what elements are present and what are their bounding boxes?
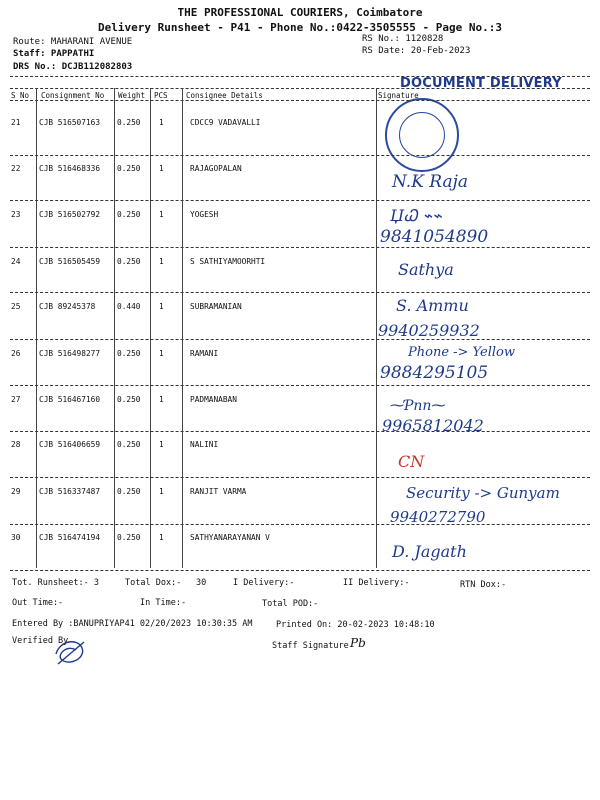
col-pcs: PCS (154, 91, 168, 100)
ii-delivery: II Delivery:- (343, 578, 410, 588)
col-signature: Signature (378, 91, 419, 100)
signature-22: N.K Raja (392, 172, 469, 192)
note-29: Security -> Gunyam (406, 484, 560, 502)
in-time: In Time:- (140, 598, 187, 608)
entered-by: Entered By :BANUPRIYAP41 02/20/2023 10:30:35 AM (12, 619, 253, 629)
rs-date: RS Date: 20-Feb-2023 (362, 46, 471, 56)
drs-number: DRS No.: DCJB112082803 (13, 62, 133, 72)
verified-by: Verified By (12, 636, 69, 646)
phone-27: 9965812042 (382, 416, 484, 435)
route-label: Route: MAHARANI AVENUE (13, 37, 133, 47)
signature-25: S. Ammu (396, 296, 469, 315)
col-sno: S No (11, 91, 30, 100)
phone-23: 9841054890 (380, 227, 489, 247)
note-26: Phone -> Yellow (408, 345, 515, 360)
col-consignee: Consignee Details (186, 91, 263, 100)
phone-25: 9940259932 (378, 321, 480, 340)
runsheet-title: Delivery Runsheet - P41 - Phone No.:0422-3505555 - Page No.:3 (98, 21, 502, 34)
col-weight: Weight (118, 91, 146, 100)
table-top-rule (10, 76, 590, 77)
bank-seal-icon (385, 98, 459, 172)
rs-number: RS No.: 1120828 (362, 34, 444, 44)
total-runsheet: Tot. Runsheet:- 3 (12, 578, 99, 588)
staff-label: Staff: PAPPATHI (13, 49, 95, 59)
i-delivery: I Delivery:- (233, 578, 295, 588)
signature-23: ЏᏇ ⌁⌁ (390, 206, 442, 225)
total-dox-label: Total Dox:- (125, 578, 182, 588)
signature-27: ⁓Ƥnn⁓ (390, 398, 446, 414)
verifier-signature-icon (52, 634, 88, 668)
signature-24: Sathya (398, 260, 454, 279)
printed-on: Printed On: 20-02-2023 10:48:10 (276, 620, 435, 630)
company-title: THE PROFESSIONAL COURIERS, Coimbatore (177, 6, 423, 19)
signature-30: D. Jagath (392, 542, 467, 561)
rtn-dox: RTN Dox:- (460, 580, 507, 590)
col-consignment: Consignment No (41, 91, 105, 100)
document-delivery-stamp: DOCUMENT DELIVERY (400, 76, 562, 91)
total-pod: Total POD:- (262, 599, 319, 609)
staff-initial: Pb (350, 636, 366, 650)
staff-signature-label: Staff Signature (272, 641, 349, 651)
phone-29: 9940272790 (390, 508, 486, 526)
total-dox-value: 30 (196, 578, 207, 588)
signature-28: CN (398, 452, 425, 471)
phone-26: 9884295105 (380, 363, 489, 383)
out-time: Out Time:- (12, 598, 64, 608)
